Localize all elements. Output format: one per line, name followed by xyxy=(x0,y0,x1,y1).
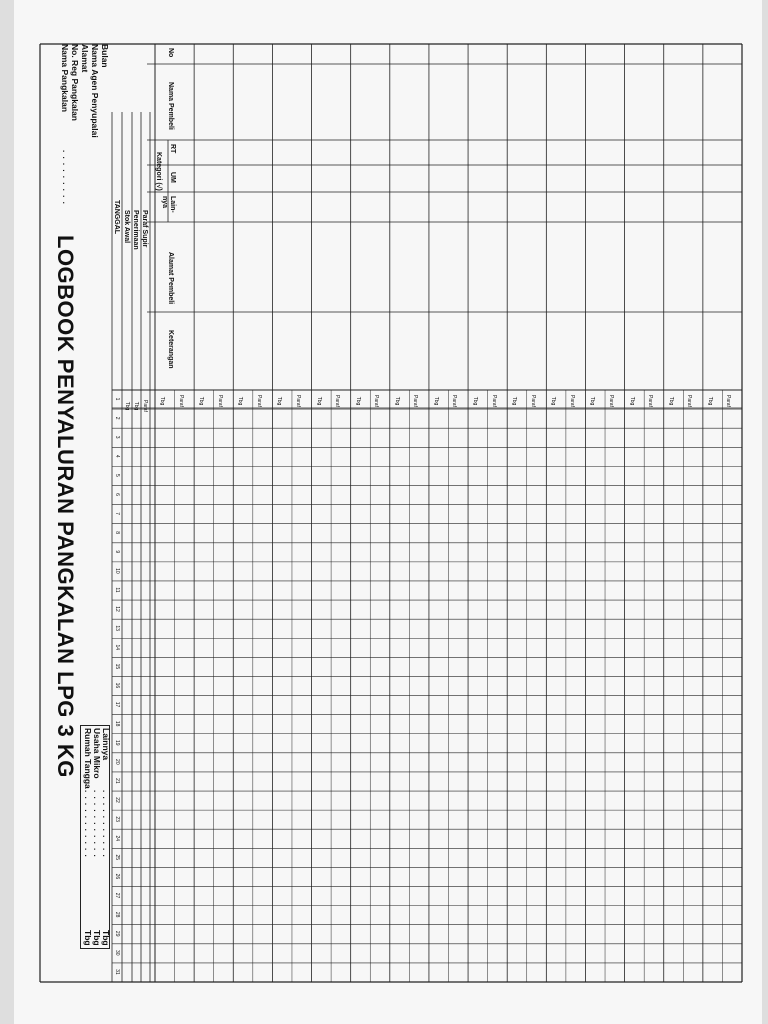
entry-unit-paraf: Paraf xyxy=(568,395,575,407)
day-number-14: 14 xyxy=(114,644,120,651)
day-number-10: 10 xyxy=(114,568,120,574)
day-number-5: 5 xyxy=(114,473,120,477)
entry-unit-paraf: Paraf xyxy=(412,395,419,407)
entry-unit-tbg: Tbg xyxy=(667,396,674,406)
summary-lainnya: Lainnya xyxy=(101,728,111,761)
col-keterangan: Keterangan xyxy=(167,330,174,369)
day-number-25: 25 xyxy=(114,854,120,861)
summary-unit-1: Tbg xyxy=(83,930,93,946)
day-number-23: 23 xyxy=(114,816,120,822)
field-nama-pangkalan: Nama Pangkalan xyxy=(60,44,70,113)
day-number-24: 24 xyxy=(114,835,120,841)
day-number-8: 8 xyxy=(114,531,120,535)
field-nama-pangkalan-line: . . . . . . . . . xyxy=(61,150,70,205)
entry-unit-paraf: Paraf xyxy=(255,395,262,407)
entry-unit-paraf: Paraf xyxy=(334,395,341,407)
day-number-27: 27 xyxy=(114,892,120,899)
row-label-paraf-supir: Paraf Supir xyxy=(141,210,148,248)
day-number-3: 3 xyxy=(114,435,120,439)
day-number-1: 1 xyxy=(114,397,120,401)
entry-unit-paraf: Paraf xyxy=(490,395,497,407)
day-number-22: 22 xyxy=(114,797,120,803)
summary-rumah-tangga: Rumah Tangga xyxy=(83,728,93,789)
summary-usaha-mikro: Usaha Mikro xyxy=(92,728,102,779)
row-unit-paraf: Paraf xyxy=(142,400,148,412)
day-number-20: 20 xyxy=(114,759,120,765)
entry-unit-tbg: Tbg xyxy=(706,396,713,406)
entry-unit-tbg: Tbg xyxy=(159,396,165,406)
summary-line-2: . . . . . . . . . . . xyxy=(92,790,101,858)
summary-line-3: . . . . . . . . . . . xyxy=(101,790,110,858)
day-number-11: 11 xyxy=(114,587,120,593)
entry-unit-tbg: Tbg xyxy=(511,396,518,406)
day-number-9: 9 xyxy=(114,550,120,554)
row-label-tanggal: TANGGAL xyxy=(113,200,120,235)
col-kategori: Kategori (√) xyxy=(155,152,162,191)
entry-unit-tbg: Tbg xyxy=(628,396,635,406)
day-number-19: 19 xyxy=(114,739,120,746)
day-number-6: 6 xyxy=(114,493,120,496)
col-um: UM xyxy=(169,172,176,183)
entry-unit-paraf: Paraf xyxy=(647,395,654,407)
entry-unit-paraf: Paraf xyxy=(451,395,458,407)
page-title: LOGBOOK PENYALURAN PANGKALAN LPG 3 KG xyxy=(53,235,78,778)
col-no: No xyxy=(167,48,174,58)
entry-unit-tbg: Tbg xyxy=(472,396,479,406)
col-lainnya: Lain-nya xyxy=(161,196,176,213)
day-number-15: 15 xyxy=(114,663,120,670)
summary-unit-3: Tbg xyxy=(101,930,111,946)
row-unit-penerimaan: Tbg xyxy=(133,401,139,411)
day-number-21: 21 xyxy=(114,778,120,784)
day-number-17: 17 xyxy=(114,701,120,708)
entry-unit-paraf: Paraf xyxy=(529,395,536,407)
day-number-16: 16 xyxy=(114,682,120,689)
entry-unit-tbg: Tbg xyxy=(198,396,205,406)
entry-unit-tbg: Tbg xyxy=(276,396,283,406)
day-number-29: 29 xyxy=(114,930,120,937)
col-nama-pembeli: Nama Pembeli xyxy=(167,82,174,130)
field-alamat: Alamat xyxy=(80,44,90,73)
day-number-26: 26 xyxy=(114,873,120,880)
col-alamat-pembeli: Alamat Pembeli xyxy=(167,252,174,305)
day-number-28: 28 xyxy=(114,911,120,918)
entry-unit-tbg: Tbg xyxy=(432,396,439,406)
entry-unit-paraf: Paraf xyxy=(177,395,184,407)
summary-line-1: . . . . . . . . . . . xyxy=(83,790,92,858)
day-number-12: 12 xyxy=(114,606,120,612)
row-label-penerimaan: Penerimaan xyxy=(132,210,139,250)
row-unit-stok: Tbg xyxy=(124,401,130,411)
entry-unit-paraf: Paraf xyxy=(216,395,223,407)
entry-unit-tbg: Tbg xyxy=(354,396,361,406)
field-nama-agen: Nama Agen Penyupalai xyxy=(90,44,100,138)
entry-unit-paraf: Paraf xyxy=(294,395,301,407)
col-rt: RT xyxy=(169,144,176,154)
entry-unit-paraf: Paraf xyxy=(725,395,732,407)
entry-unit-paraf: Paraf xyxy=(686,395,693,407)
entry-unit-tbg: Tbg xyxy=(315,396,322,406)
entry-unit-paraf: Paraf xyxy=(373,395,380,407)
day-number-30: 30 xyxy=(114,950,120,956)
row-label-stok-awal: Stok Awal xyxy=(123,210,130,244)
entry-unit-paraf: Paraf xyxy=(608,395,615,407)
entry-unit-tbg: Tbg xyxy=(393,396,400,406)
field-no-reg: No. Reg Pangkalan xyxy=(70,44,80,121)
day-number-13: 13 xyxy=(114,625,120,631)
day-number-18: 18 xyxy=(114,720,120,727)
day-number-2: 2 xyxy=(114,416,120,420)
entry-unit-tbg: Tbg xyxy=(589,396,596,406)
entry-unit-tbg: Tbg xyxy=(550,396,557,406)
day-number-7: 7 xyxy=(114,512,120,515)
field-bulan: Bulan xyxy=(100,44,110,68)
entry-unit-tbg: Tbg xyxy=(237,396,244,406)
day-number-31: 31 xyxy=(114,969,120,975)
summary-unit-2: Tbg xyxy=(92,930,102,946)
day-number-4: 4 xyxy=(114,454,120,458)
